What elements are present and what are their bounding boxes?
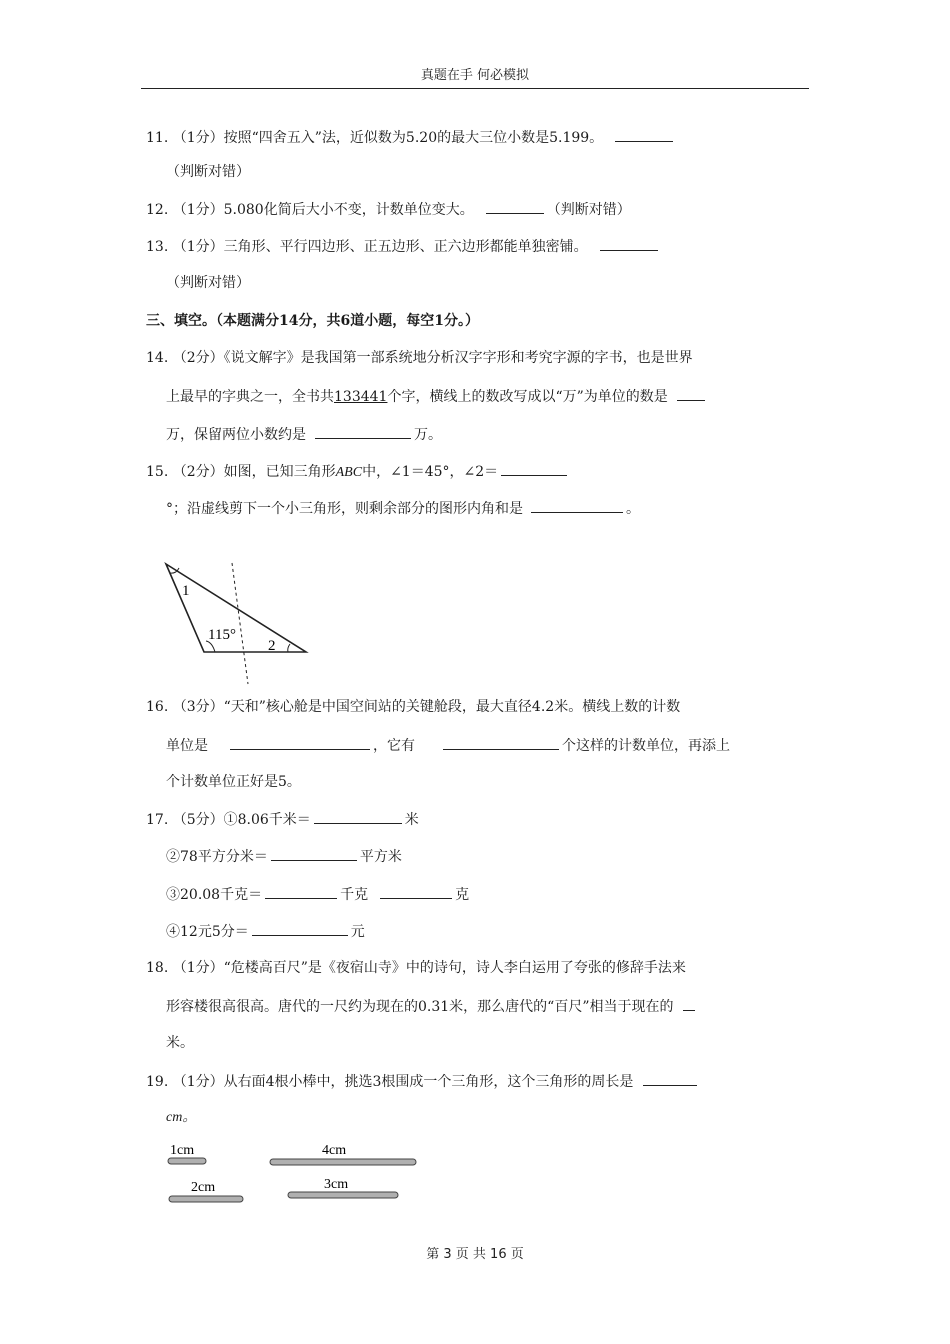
q18-line-1: 18. （1分）“危楼高百尺”是《夜宿山寺》中的诗句，诗人李白运用了夸张的修辞手法来 xyxy=(146,960,686,976)
q14-text-c: 万，保留两位小数约是 xyxy=(166,427,306,443)
q15-text-a: 15. （2分）如图，已知三角形 xyxy=(146,464,336,480)
q15-line-2 xyxy=(166,498,640,519)
q17-line-3 xyxy=(166,884,469,905)
q17-answer-blank-4[interactable] xyxy=(380,884,452,899)
angle-2-arc xyxy=(288,644,290,652)
q17-line-2 xyxy=(166,846,402,867)
q16-text-a: 单位是 xyxy=(166,738,208,754)
q11-text: 11. （1分）按照“四舍五入”法，近似数为5.20的最大三位小数是5.199。 xyxy=(146,130,604,146)
q12-judge-label: （判断对错） xyxy=(546,202,631,218)
stick-4cm xyxy=(270,1159,416,1165)
q16-answer-blank-2[interactable] xyxy=(443,735,559,750)
q14-answer-blank-2[interactable] xyxy=(315,424,411,439)
q17-text-i: 元 xyxy=(350,924,365,940)
sticks-figure xyxy=(160,1136,430,1208)
angle-1-label: 1 xyxy=(182,583,190,599)
q15-answer-blank-1[interactable] xyxy=(501,461,567,476)
q14-text-b: 个字，横线上的数改写成以“万”为单位的数是 xyxy=(387,389,668,405)
q13-judge-label: （判断对错） xyxy=(166,275,250,291)
q19-answer-blank[interactable] xyxy=(643,1071,697,1086)
q18-line-3: 米。 xyxy=(166,1035,194,1051)
section-3-title: 三、填空。（本题满分14分，共6道小题，每空1分。） xyxy=(146,313,479,329)
q14-underlined-number: 133441 xyxy=(334,389,388,405)
stick-3cm xyxy=(288,1192,398,1198)
q17-text-e: ③20.08千克＝ xyxy=(166,887,263,903)
q19-unit-line: cm。 xyxy=(166,1110,197,1125)
q17-text-c: ②78平方分米＝ xyxy=(166,849,268,865)
q14-text-a: 上最早的字典之一，全书共 xyxy=(166,389,334,405)
triangle-abc-shape xyxy=(166,564,306,652)
q15-text-d: 。 xyxy=(626,501,640,517)
q12-text: 12. （1分）5.080化简后大小不变，计数单位变大。 xyxy=(146,202,474,218)
q14-line-1: 14. （2分）《说文解字》是我国第一部系统地分析汉字字形和考究字源的字书，也是世界 xyxy=(146,350,693,366)
q17-text-a: 17. （5分）①8.06千米＝ xyxy=(146,812,311,828)
header-rule xyxy=(141,88,809,89)
angle-115-label: 115° xyxy=(208,627,236,643)
q17-answer-blank-3[interactable] xyxy=(265,884,337,899)
q19-line-1 xyxy=(146,1071,700,1092)
stick-2cm-label: 2cm xyxy=(191,1180,216,1195)
q15-answer-blank-2[interactable] xyxy=(531,498,623,513)
page-footer-number: 第 3 页 共 16 页 xyxy=(426,1247,524,1262)
q16-text-c: 个这样的计数单位，再添上 xyxy=(562,738,730,754)
q16-line-2 xyxy=(166,735,730,756)
q16-line-3: 个计数单位正好是5。 xyxy=(166,774,301,790)
q17-answer-blank-5[interactable] xyxy=(252,921,348,936)
stick-3cm-label: 3cm xyxy=(324,1177,349,1192)
q18-line-2 xyxy=(166,996,698,1017)
q17-text-g: 克 xyxy=(455,887,470,903)
q14-answer-blank-1[interactable] xyxy=(677,386,705,401)
cut-dashed-line xyxy=(232,563,248,684)
q18-text-a: 形容楼很高很高。唐代的一尺约为现在的0.31米，那么唐代的“百尺”相当于现在的 xyxy=(166,999,674,1015)
q13-text: 13. （1分）三角形、平行四边形、正五边形、正六边形都能单独密铺。 xyxy=(146,239,588,255)
stick-1cm-label: 1cm xyxy=(170,1143,195,1158)
q15-line-1 xyxy=(146,461,570,483)
q17-answer-blank-2[interactable] xyxy=(271,846,357,861)
q17-line-4 xyxy=(166,921,365,942)
q15-abc-label: ABC xyxy=(335,465,363,480)
q17-text-f: 千克 xyxy=(340,887,369,903)
q11-answer-blank[interactable] xyxy=(615,127,673,142)
q15-text-b: 中，∠1＝45°，∠2＝ xyxy=(362,464,499,480)
q13-answer-blank[interactable] xyxy=(600,236,658,251)
stick-2cm xyxy=(169,1196,243,1202)
question-13 xyxy=(146,236,661,257)
q17-line-1 xyxy=(146,809,419,830)
q16-line-1: 16. （3分）“天和”核心舱是中国空间站的关键舱段，最大直径4.2米。横线上数的计数 xyxy=(146,699,681,715)
q14-line-2 xyxy=(166,386,708,407)
stick-1cm xyxy=(168,1158,206,1164)
q16-text-b: ，它有 xyxy=(373,738,415,754)
q16-answer-blank-1[interactable] xyxy=(230,735,370,750)
q19-text: 19. （1分）从右面4根小棒中，挑选3根围成一个三角形，这个三角形的周长是 xyxy=(146,1074,634,1090)
q17-answer-blank-1[interactable] xyxy=(314,809,402,824)
q11-judge-label: （判断对错） xyxy=(166,164,250,180)
page-header-title: 真题在手 何必模拟 xyxy=(420,68,530,83)
triangle-figure xyxy=(160,558,320,688)
q17-text-h: ④12元5分＝ xyxy=(166,924,249,940)
q14-line-3 xyxy=(166,424,442,445)
q17-text-d: 平方米 xyxy=(359,849,402,865)
question-11 xyxy=(146,127,676,148)
angle-2-label: 2 xyxy=(268,638,276,654)
question-12 xyxy=(146,199,631,220)
q15-text-c: °；沿虚线剪下一个小三角形，则剩余部分的图形内角和是 xyxy=(166,501,523,517)
stick-4cm-label: 4cm xyxy=(322,1143,347,1158)
q14-text-d: 万。 xyxy=(414,427,442,443)
q18-answer-blank[interactable] xyxy=(683,996,695,1011)
q17-text-b: 米 xyxy=(404,812,419,828)
q12-answer-blank[interactable] xyxy=(486,199,544,214)
